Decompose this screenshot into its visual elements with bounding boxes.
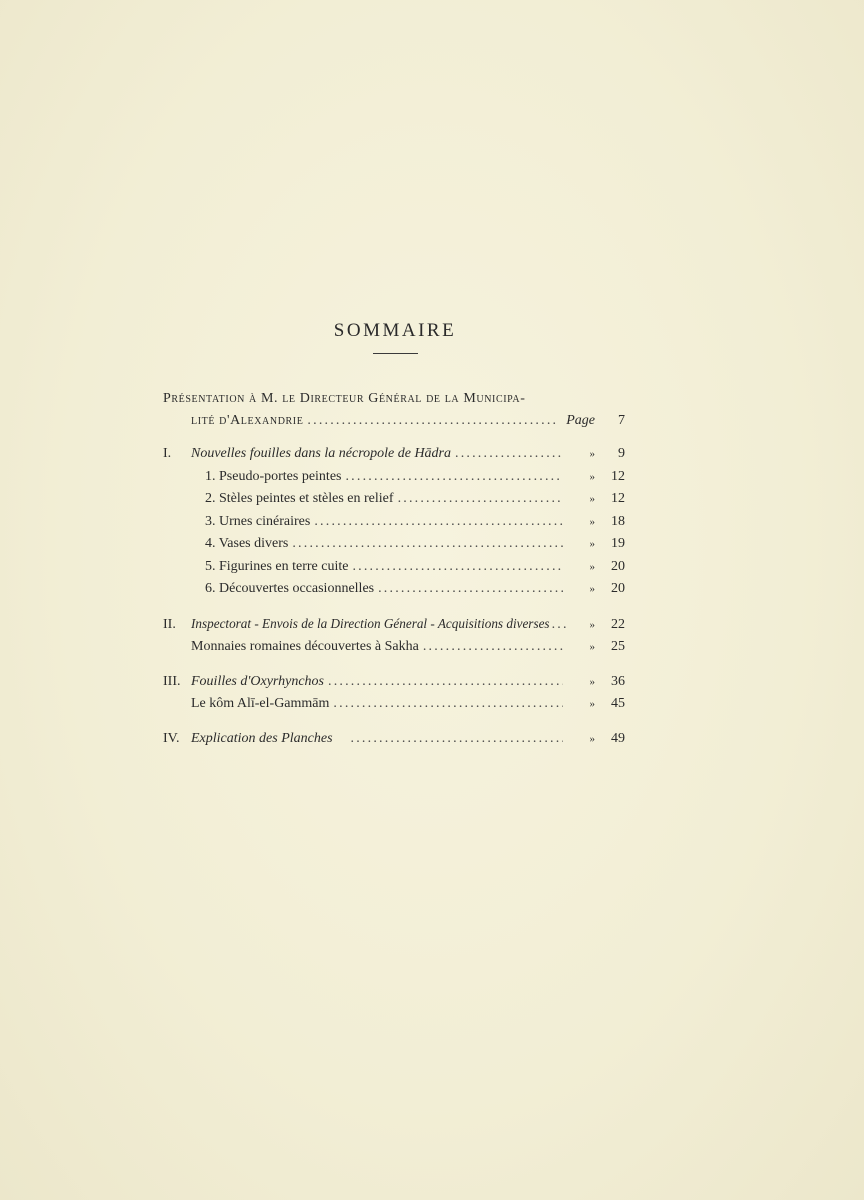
spacer xyxy=(163,659,625,671)
page-marker: Page xyxy=(566,412,595,428)
ditto-marker: » xyxy=(589,470,595,483)
subsection-label: 5. Figurines en terre cuite xyxy=(205,558,349,574)
leader-dots xyxy=(423,636,563,658)
page-number: 12 xyxy=(611,491,625,506)
section-label: Inspectorat - Envois de la Direction Géneral - Acquisitions diverses xyxy=(191,615,550,631)
subsection-entry xyxy=(163,466,625,489)
page-number: 7 xyxy=(618,412,625,428)
page-number: 9 xyxy=(618,446,625,461)
leader-dots xyxy=(552,614,567,636)
page-title: SOMMAIRE xyxy=(333,320,457,341)
subsection-label: 6. Découvertes occasionnelles xyxy=(205,581,375,596)
leader-dots xyxy=(333,693,563,715)
page-number: 36 xyxy=(611,673,625,689)
page-number: 20 xyxy=(611,558,625,574)
section-label: Explication des Planches xyxy=(191,730,333,746)
subsection-entry xyxy=(163,556,625,579)
leader-dots xyxy=(378,578,563,600)
subsection-label: 3. Urnes cinéraires xyxy=(205,513,311,529)
subsection-entry xyxy=(163,636,625,659)
leader-dots xyxy=(351,728,563,750)
ditto-marker: » xyxy=(589,493,595,505)
leader-dots xyxy=(352,556,563,578)
section-entry xyxy=(163,728,625,751)
ditto-marker: » xyxy=(589,448,595,460)
section-number: III. xyxy=(163,673,181,689)
leader-dots xyxy=(314,511,563,533)
ditto-marker: » xyxy=(589,515,595,528)
section-number: IV. xyxy=(163,730,180,746)
leader-dots xyxy=(307,410,557,432)
page-number: 49 xyxy=(611,730,625,746)
section-entry xyxy=(163,443,625,466)
subsection-label: Le kôm Alī-el-Gammām xyxy=(191,696,330,711)
page-number: 45 xyxy=(611,696,625,711)
page-number: 19 xyxy=(611,536,625,551)
ditto-marker: » xyxy=(589,618,595,631)
page-number: 12 xyxy=(611,468,625,484)
section-number: II. xyxy=(163,616,176,632)
subsection-label: 1. Pseudo-portes peintes xyxy=(205,468,342,484)
page-number: 18 xyxy=(611,513,625,529)
ditto-marker: » xyxy=(589,732,595,745)
subsection-entry xyxy=(163,578,625,601)
section-entry xyxy=(163,613,625,637)
presentation-entry xyxy=(163,410,625,432)
ditto-marker: » xyxy=(589,675,595,688)
ditto-marker: » xyxy=(589,698,595,710)
ditto-marker: » xyxy=(589,641,595,653)
ditto-marker: » xyxy=(589,583,595,595)
section-number: I. xyxy=(163,446,172,461)
section-entry xyxy=(163,671,625,694)
presentation-line-2: lité d'Alexandrie xyxy=(191,412,304,428)
section-label: Fouilles d'Oxyrhynchos xyxy=(191,673,324,689)
subsection-entry xyxy=(163,693,625,716)
leader-dots xyxy=(292,533,563,555)
subsection-label: Monnaies romaines découvertes à Sakha xyxy=(191,639,419,654)
leader-dots xyxy=(455,443,563,465)
spacer xyxy=(163,716,625,728)
page-number: 20 xyxy=(611,581,625,596)
subsection-entry xyxy=(163,533,625,556)
leader-dots xyxy=(345,466,563,488)
spacer xyxy=(163,601,625,613)
subsection-entry xyxy=(163,511,625,534)
section-label: Nouvelles fouilles dans la nécropole de Hādra xyxy=(191,446,451,461)
ditto-marker: » xyxy=(589,538,595,550)
title-underline xyxy=(373,353,418,354)
table-of-contents xyxy=(163,388,625,750)
spacer xyxy=(163,431,625,443)
leader-dots xyxy=(328,671,563,693)
leader-dots xyxy=(398,488,563,510)
presentation-line-1: Présentation à M. le Directeur Général de la Municipa- xyxy=(163,391,526,406)
page-number: 25 xyxy=(611,639,625,654)
ditto-marker: » xyxy=(589,560,595,573)
page-number: 22 xyxy=(611,616,625,632)
subsection-entry xyxy=(163,488,625,511)
subsection-label: 4. Vases divers xyxy=(205,536,289,551)
subsection-label: 2. Stèles peintes et stèles en relief xyxy=(205,491,394,506)
